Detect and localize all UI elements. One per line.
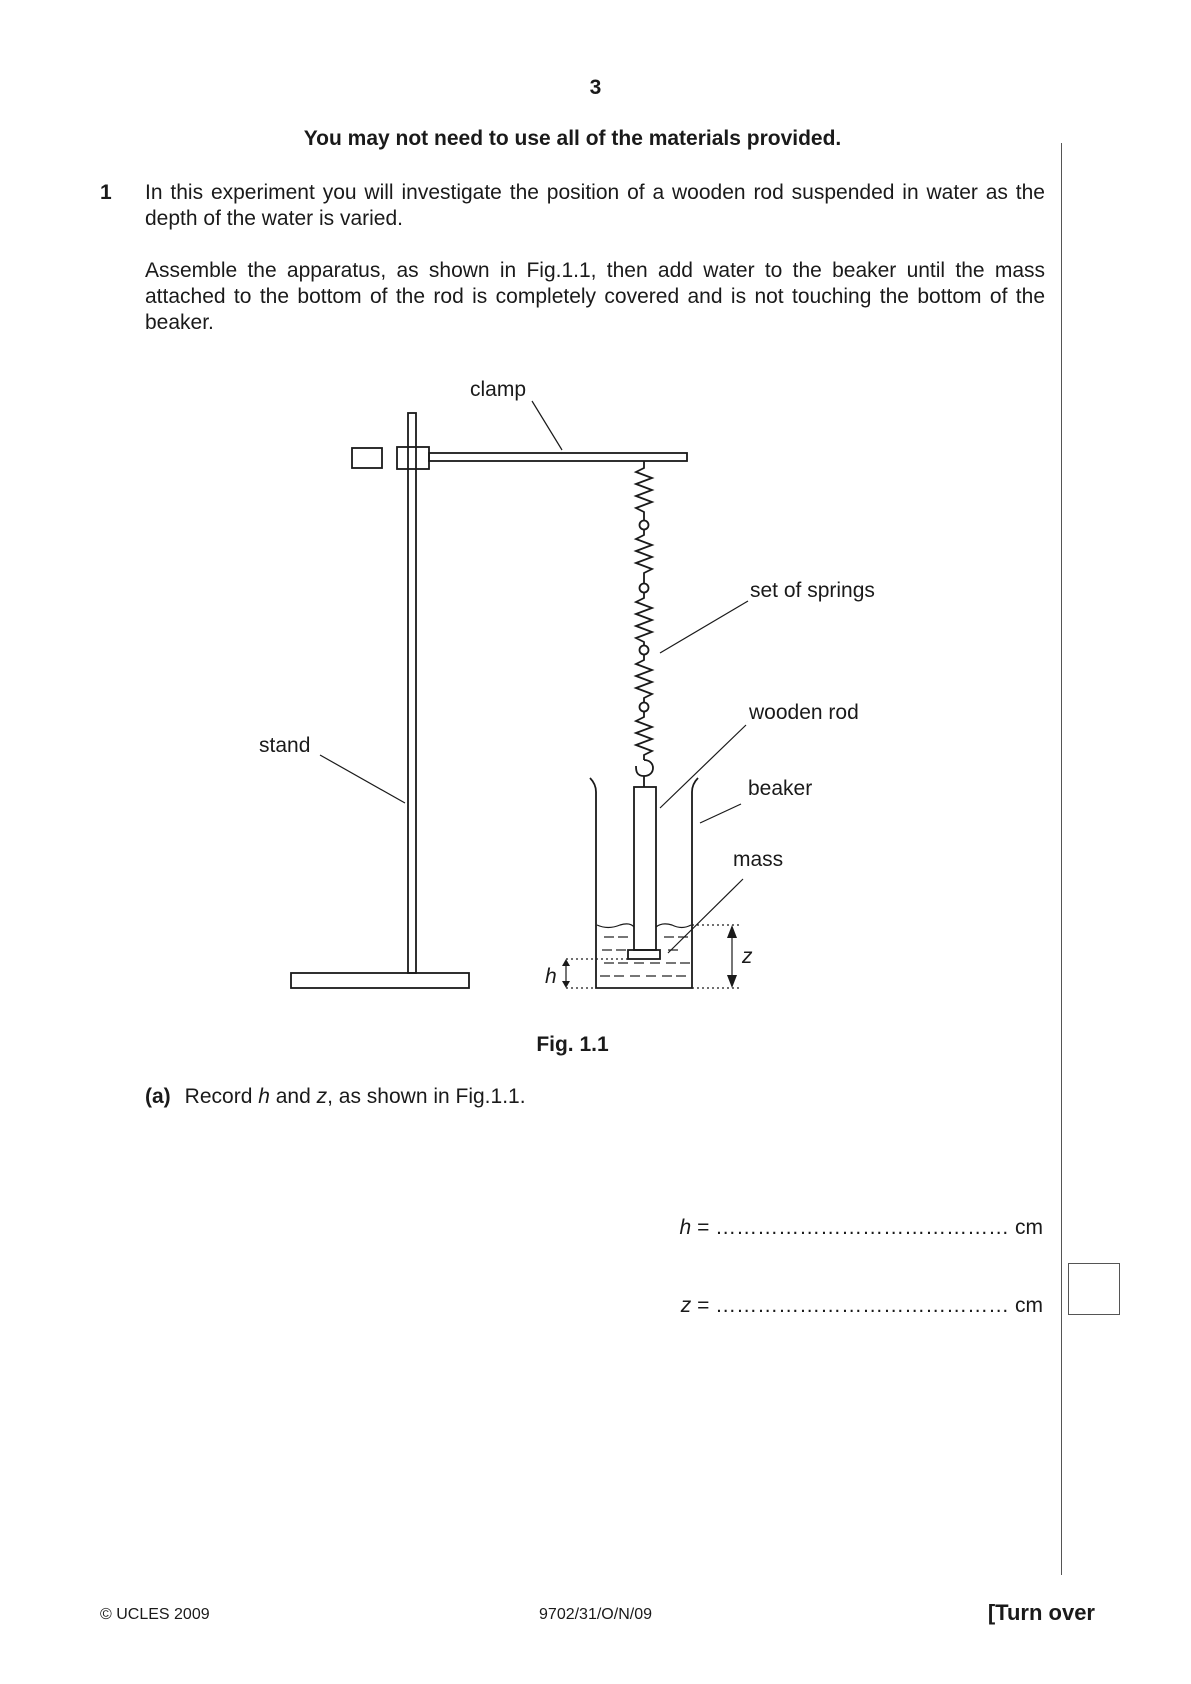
rod-leader [660,725,746,808]
z-answer-dots[interactable]: …………………………………… [715,1294,1010,1317]
h-answer-unit: cm [1009,1216,1043,1239]
question-intro: In this experiment you will investigate the position of a wooden rod suspended in water as the depth of the water is varied. [145,181,1045,230]
spring-link [640,646,649,655]
beaker-outline [590,778,698,988]
part-a-label: (a) [145,1085,171,1108]
springs-leader [660,601,748,653]
part-a-text-2: and [269,1085,317,1108]
z-answer-line[interactable] [681,1294,1043,1318]
stand-rod [408,413,416,973]
part-a-text-1: Record [184,1085,259,1108]
z-arrow-head-up [727,925,737,938]
h-label: h [545,965,557,988]
h-answer-line[interactable] [680,1216,1043,1240]
h-answer-equals: = [691,1216,716,1239]
part-a-prompt [145,1085,526,1109]
part-a-var-z: z [316,1085,328,1108]
water-surface [597,924,691,928]
spring-coil [636,530,652,583]
spring-link [640,584,649,593]
page-number: 3 [589,76,602,99]
figure-caption: Fig. 1.1 [536,1033,609,1056]
boss-head [352,448,382,468]
wooden-rod-shape [634,787,656,950]
spring-hook [636,760,653,776]
spring-link [640,703,649,712]
clamp-leader [532,401,562,450]
assembly-instructions: Assemble the apparatus, as shown in Fig.1.1, then add water to the beaker until the mass attached to the bottom of the rod is completely covered and is not touching the bottom of the beaker. [145,259,1045,334]
materials-notice: You may not need to use all of the materials provided. [303,127,842,150]
h-answer-var: h [679,1216,692,1239]
part-a-var-h: h [258,1085,270,1108]
z-answer-equals: = [691,1294,716,1317]
clamp-label: clamp [470,378,527,401]
spring-coil [636,461,652,520]
rod-label: wooden rod [749,701,859,724]
examiner-mark-box [1068,1263,1120,1315]
z-arrow-head-down [727,975,737,988]
mass-shape [628,950,660,959]
clamp-arm [429,453,687,461]
spring-link [640,521,649,530]
question-number: 1 [100,181,112,204]
copyright-footer: © UCLES 2009 [100,1606,210,1623]
mass-label: mass [733,848,784,871]
spring-coil [636,655,652,702]
part-a-text-3: , as shown in Fig.1.1. [327,1085,526,1108]
z-label: z [742,945,753,968]
beaker-label: beaker [748,777,813,800]
stand-leader [320,755,405,803]
spring-coil [636,712,652,760]
stand-label: stand [259,734,311,757]
springs-label: set of springs [750,579,875,602]
paper-code: 9702/31/O/N/09 [539,1606,652,1623]
boss-body [397,447,429,469]
h-arrow-head-up [562,959,570,966]
spring-coil [636,593,652,645]
stand-base [291,973,469,988]
z-answer-unit: cm [1009,1294,1043,1317]
h-arrow-head-down [562,981,570,988]
turn-over: [Turn over [987,1600,1095,1625]
h-answer-dots[interactable]: …………………………………… [715,1216,1010,1239]
beaker-leader [700,804,741,823]
z-answer-var: z [680,1294,692,1317]
